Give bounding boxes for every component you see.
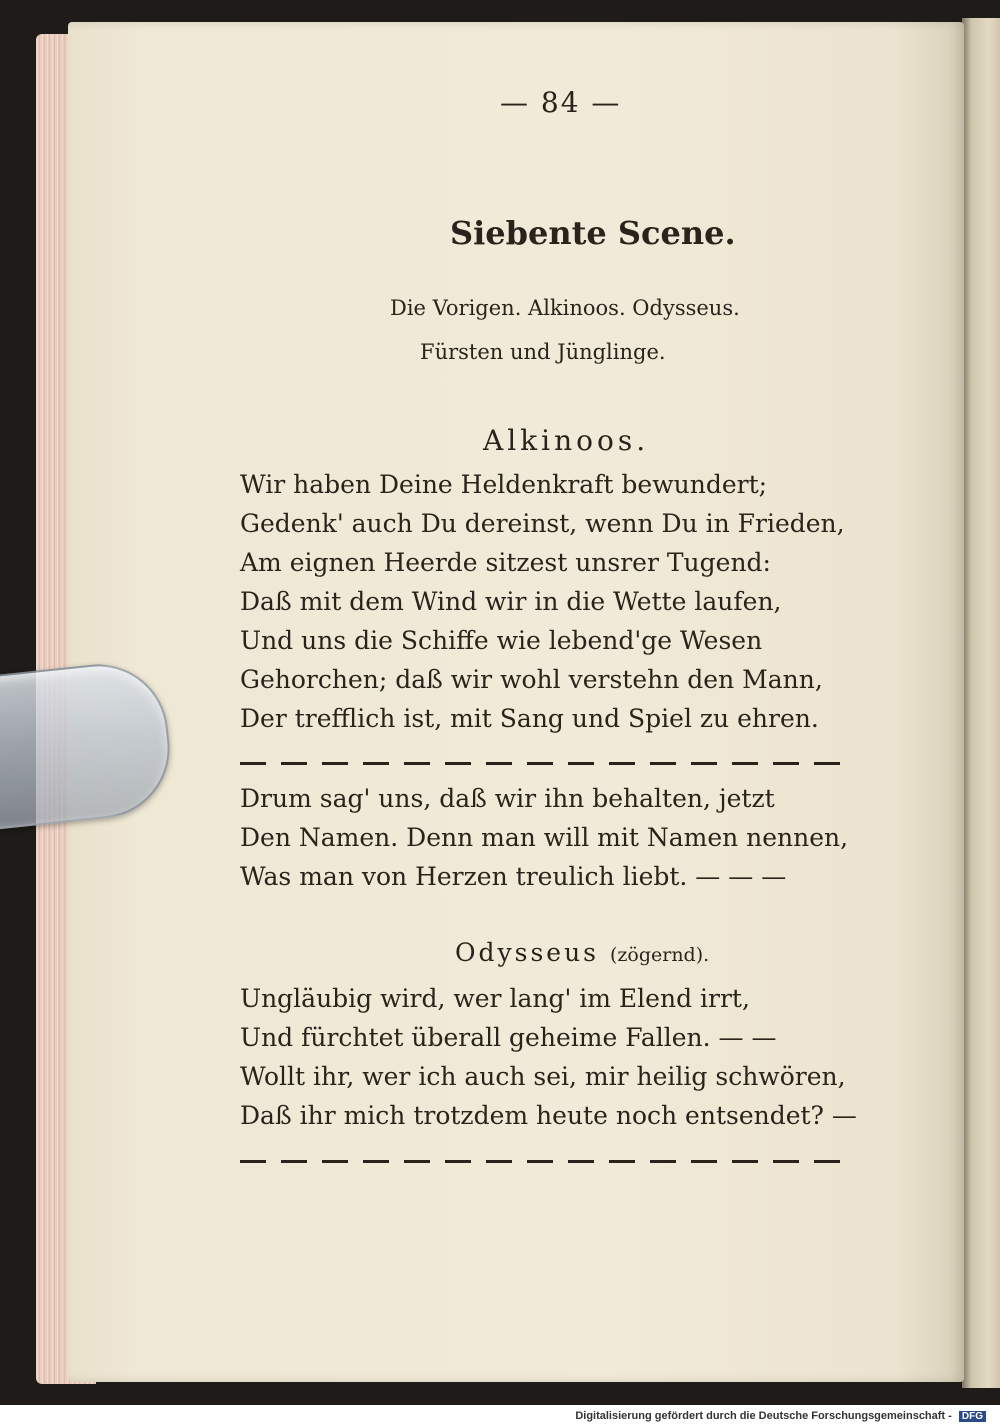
verse-line: Drum sag' uns, daß wir ihn behalten, jetzt	[240, 784, 775, 813]
verse-line: Was man von Herzen treulich liebt. — — —	[240, 862, 787, 891]
scene-title: Siebente Scene.	[450, 214, 736, 252]
verse-line: Daß mit dem Wind wir in die Wette laufen,	[240, 587, 782, 616]
verse-line: Ungläubig wird, wer lang' im Elend irrt,	[240, 984, 750, 1013]
cast-list: Die Vorigen. Alkinoos. Odysseus.	[390, 296, 740, 320]
footer-text: Digitalisierung gefördert durch die Deutsche Forschungsgemeinschaft -	[575, 1410, 952, 1422]
page-number: — 84 —	[500, 86, 622, 119]
dash-separator	[240, 762, 845, 765]
verse-line: Der trefflich ist, mit Sang und Spiel zu ehren.	[240, 704, 819, 733]
verse-line: Gehorchen; daß wir wohl verstehn den Mann,	[240, 665, 823, 694]
speaker-name: Alkinoos.	[483, 424, 650, 457]
digitization-footer	[575, 1410, 986, 1422]
speaker-name	[455, 938, 709, 967]
cast-list-secondary: Fürsten und Jünglinge.	[420, 340, 666, 364]
verse-line: Wir haben Deine Heldenkraft bewundert;	[240, 470, 768, 499]
verse-line: Wollt ihr, wer ich auch sei, mir heilig schwören,	[240, 1062, 846, 1091]
verse-line: Gedenk' auch Du dereinst, wenn Du in Frieden,	[240, 509, 845, 538]
verse-line: Daß ihr mich trotzdem heute noch entsendet? —	[240, 1101, 857, 1130]
facing-page-edge	[962, 18, 1000, 1388]
stage-direction: (zögernd).	[609, 944, 710, 966]
verse-line: Den Namen. Denn man will mit Namen nennen,	[240, 823, 849, 852]
speaker-name-text: Odysseus	[455, 938, 600, 967]
dash-separator	[240, 1160, 845, 1163]
dfg-logo-icon: DFG	[959, 1411, 986, 1422]
verse-line: Am eignen Heerde sitzest unsrer Tugend:	[240, 548, 771, 577]
verse-line: Und uns die Schiffe wie lebend'ge Wesen	[240, 626, 763, 655]
verse-line: Und fürchtet überall geheime Fallen. — —	[240, 1023, 777, 1052]
